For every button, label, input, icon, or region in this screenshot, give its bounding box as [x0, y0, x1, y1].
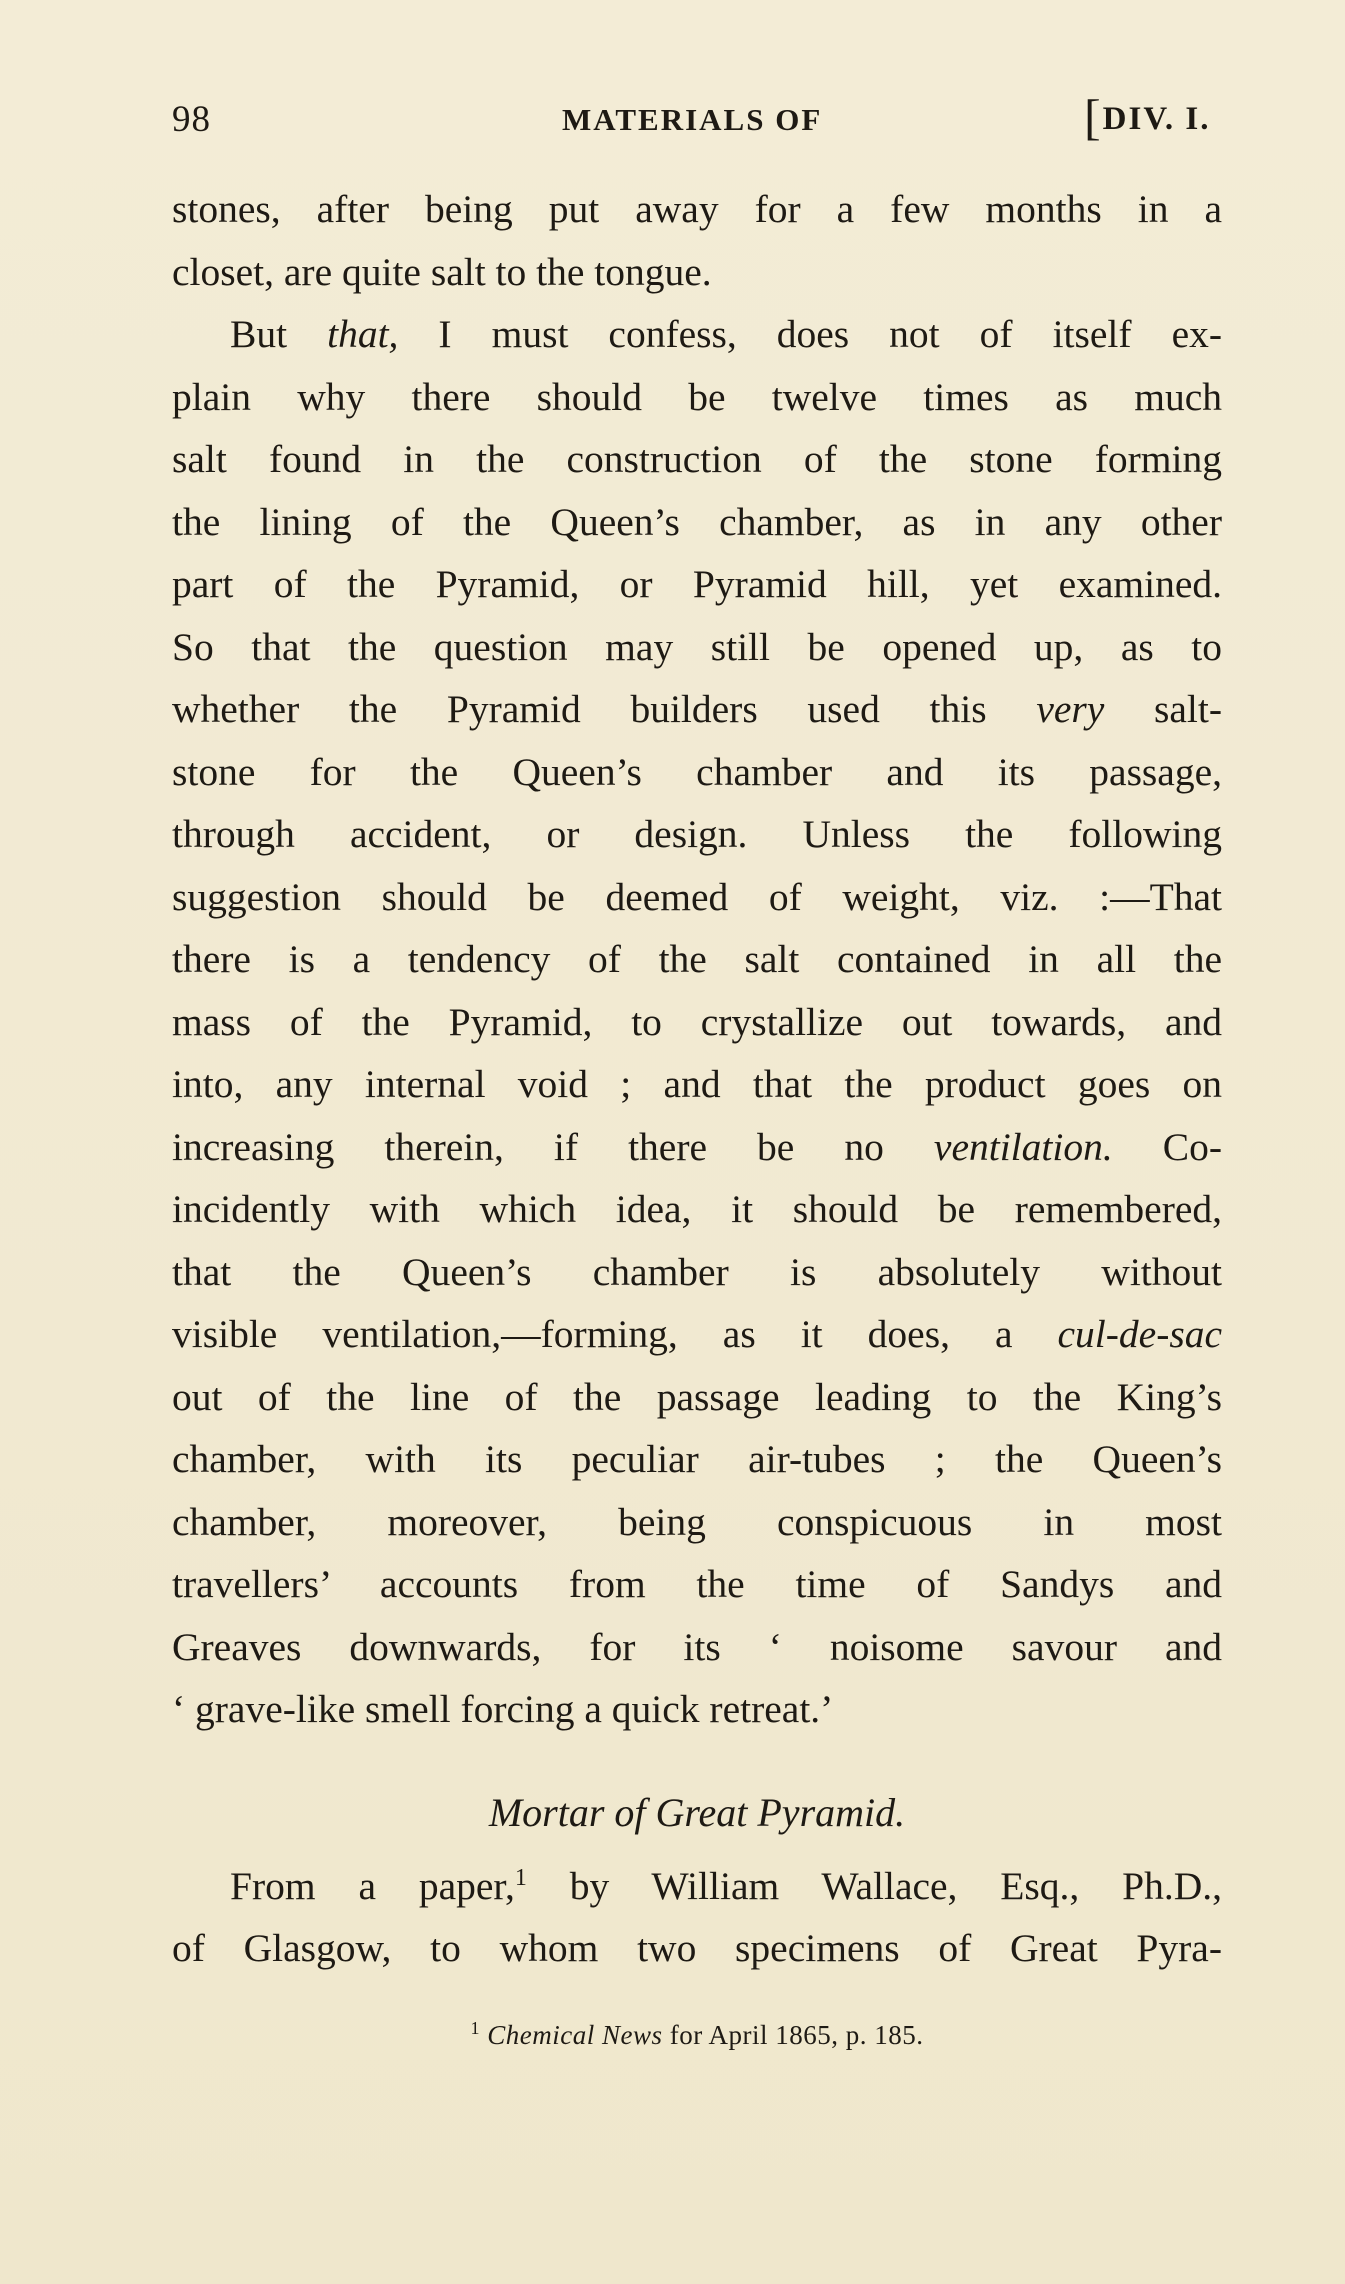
text-line: that the Queen’s chamber is absolutely without	[172, 1249, 1222, 1294]
page-body	[172, 178, 1222, 1980]
text-line: incidently with which idea, it should be remembered,	[172, 1187, 1222, 1231]
paragraph-salt-argument	[172, 303, 1222, 1741]
text-line: chamber, with its peculiar air-tubes ; the Queen’s	[172, 1437, 1222, 1481]
footnote-marker: 1	[514, 1864, 527, 1891]
italic-text: very	[1036, 687, 1105, 731]
text-line: So that the question may still be opened up, as to	[172, 624, 1222, 669]
text-run: I must confess, does not of itself ex-	[398, 312, 1223, 356]
text-line: travellers’ accounts from the time of Sandys and	[172, 1562, 1222, 1606]
text-line: the lining of the Queen’s chamber, as in any other	[172, 499, 1222, 544]
text-line: closet, are quite salt to the tongue.	[172, 249, 712, 294]
text-line: part of the Pyramid, or Pyramid hill, yet examined.	[172, 562, 1222, 606]
italic-text: ventilation.	[933, 1124, 1113, 1169]
running-title: MATERIALS OF	[562, 102, 823, 137]
text-line: chamber, moreover, being conspicuous in most	[172, 1499, 1222, 1544]
text-line: stone for the Queen’s chamber and its passage,	[172, 749, 1222, 794]
text-line	[172, 1303, 1222, 1366]
text-line: salt found in the construction of the stone forming	[172, 437, 1222, 481]
text-run: increasing therein, if there be no	[172, 1124, 934, 1169]
text-line: stones, after being put away for a few months in a	[172, 187, 1222, 231]
page-number: 98	[172, 99, 211, 140]
text-line	[172, 303, 1222, 366]
text-line: plain why there should be twelve times as much	[172, 374, 1222, 419]
text-line: there is a tendency of the salt contained in all the	[172, 937, 1222, 981]
text-run: by William Wallace, Esq., Ph.D.,	[526, 1863, 1223, 1908]
paragraph-continued	[172, 178, 1222, 303]
footnote	[172, 2020, 1222, 2051]
text-line: out of the line of the passage leading to the King’s	[172, 1374, 1222, 1419]
text-run: whether the Pyramid builders used this	[172, 687, 1037, 731]
text-run: From a paper,	[230, 1863, 515, 1908]
footnote-number: 1	[470, 2018, 480, 2038]
text-run: visible ventilation,—forming, as it does, a	[172, 1312, 1058, 1356]
section-label: DIV. I.	[1102, 101, 1211, 137]
text-line: suggestion should be deemed of weight, viz. :—That	[172, 874, 1222, 919]
section-reference	[1084, 88, 1211, 146]
text-run: Co-	[1112, 1124, 1222, 1169]
italic-text: that,	[327, 312, 399, 356]
footnote-source-title: Chemical News	[487, 2020, 663, 2050]
text-line	[172, 1116, 1222, 1179]
section-heading: Mortar of Great Pyramid.	[488, 1789, 906, 1835]
paragraph-mortar	[172, 1855, 1222, 1980]
text-line	[172, 1855, 1222, 1918]
text-line: of Glasgow, to whom two specimens of Great Pyra-	[172, 1926, 1222, 1970]
text-line: Greaves downwards, for its ‘ noisome savour and	[172, 1624, 1222, 1669]
text-line: into, any internal void ; and that the product goes on	[172, 1062, 1222, 1106]
page-header	[172, 89, 1222, 148]
text-line: through accident, or design. Unless the following	[172, 812, 1222, 856]
text-line: mass of the Pyramid, to crystallize out towards, and	[172, 999, 1222, 1044]
footnote-text: for April 1865, p. 185.	[662, 2020, 924, 2050]
section-bracket: [	[1084, 89, 1103, 145]
text-run: But	[230, 312, 328, 356]
text-line: ‘ grave-like smell forcing a quick retreat.’	[172, 1687, 834, 1731]
text-run: salt-	[1104, 687, 1222, 731]
text-line	[172, 678, 1222, 741]
italic-text: cul-de-sac	[1057, 1312, 1222, 1356]
